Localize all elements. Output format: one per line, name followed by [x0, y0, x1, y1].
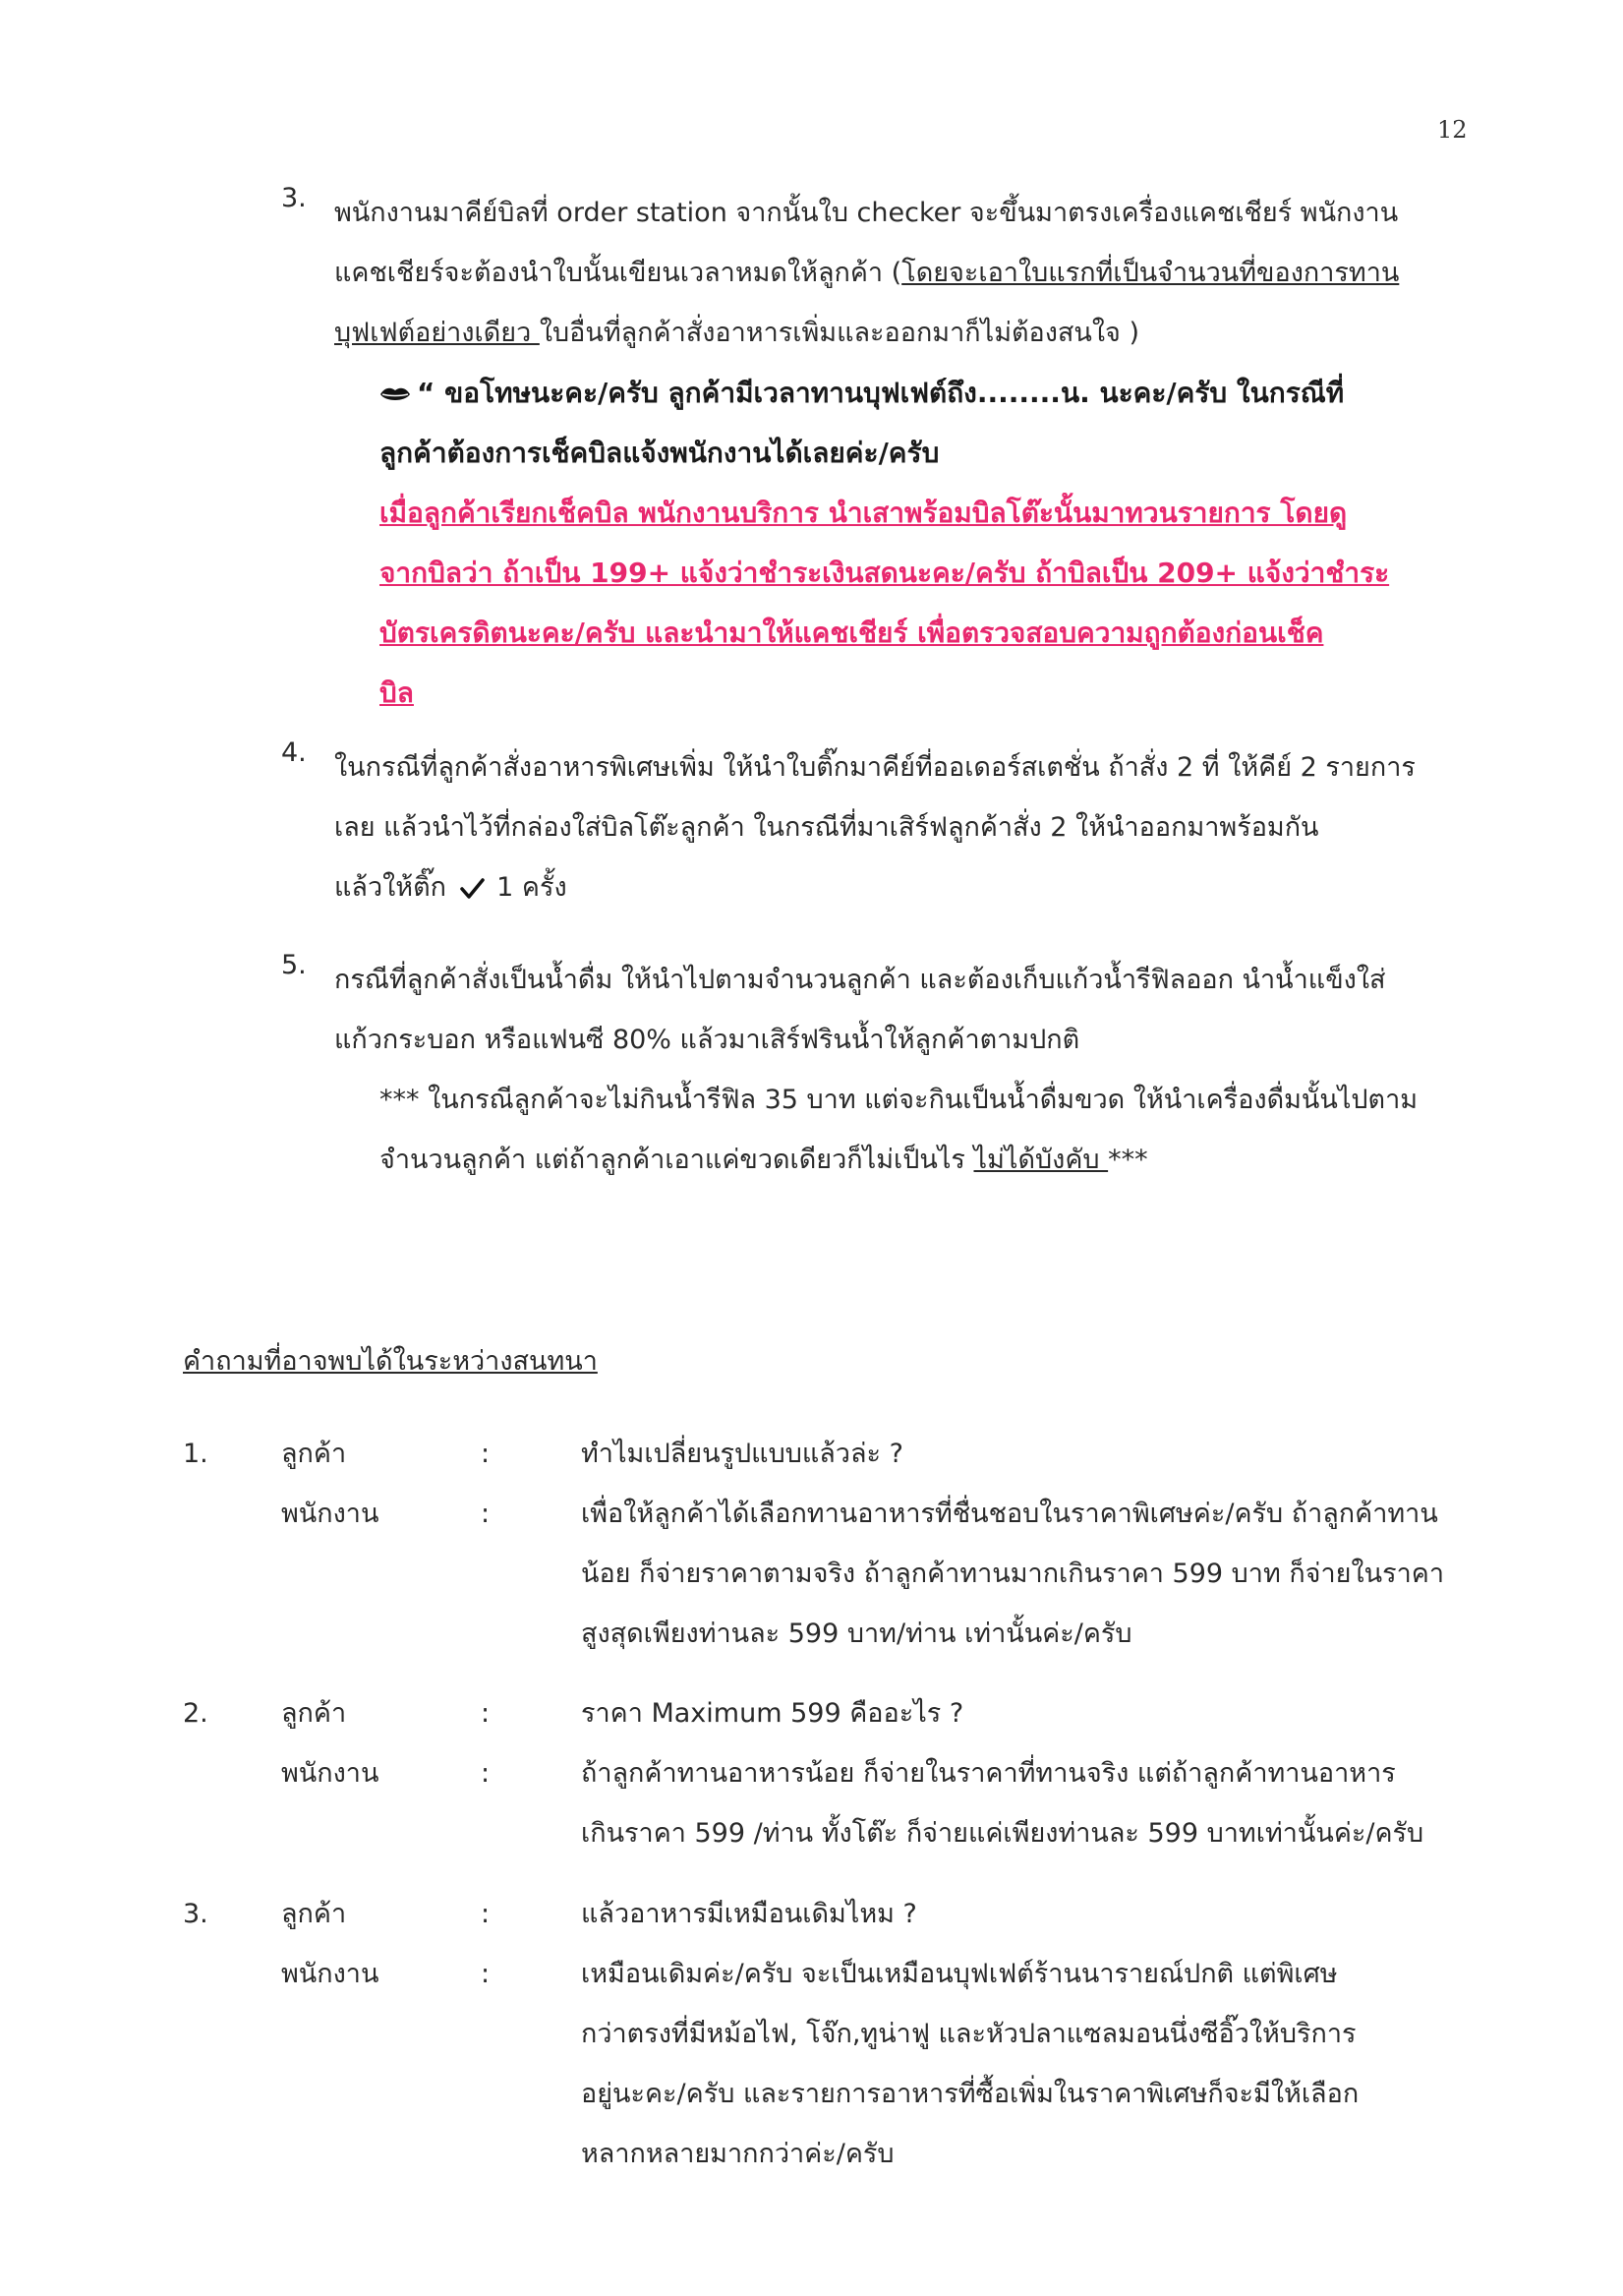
faq-question: ทำไมเปลี่ยนรูปแบบแล้วล่ะ ?	[581, 1439, 903, 1469]
answer-line: เพื่อให้ลูกค้าได้เลือกทานอาหารที่ชื่นชอบในราคาพิเศษค่ะ/ครับ ถ้าลูกค้าทาน	[581, 1499, 1438, 1529]
item-number: 5.	[281, 950, 307, 980]
item-line: เลย แล้วนำไว้ที่กล่องใส่บิลโต๊ะลูกค้า ในกรณีที่มาเสิร์ฟลูกค้าสั่ง 2 ให้นำออกมาพร้อมกัน	[334, 812, 1319, 843]
item-line: แก้วกระบอก หรือแฟนซี 80% แล้วมาเสิร์ฟรินน้ำให้ลูกค้าตามปกติ	[334, 1025, 1080, 1055]
faq-colon: :	[481, 1439, 491, 1469]
script-line: ลูกค้าต้องการเช็คบิลแจ้งพนักงานได้เลยค่ะ/ครับ	[379, 437, 940, 469]
faq-number: 1.	[183, 1439, 208, 1469]
warning-line: เมื่อลูกค้าเรียกเช็คบิล พนักงานบริการ นำเสาพร้อมบิลโต๊ะนั้นมาทวนรายการ โดยดู	[379, 497, 1348, 529]
note-block	[379, 1070, 1480, 1190]
answer-line: น้อย ก็จ่ายราคาตามจริง ถ้าลูกค้าทานมากเกินราคา 599 บาท ก็จ่ายในราคา	[581, 1559, 1445, 1589]
text-segment: ***	[1108, 1145, 1148, 1175]
faq-answer-row	[183, 1484, 1490, 1664]
faq-answer	[581, 1944, 1490, 2184]
answer-line: อยู่นะคะ/ครับ และรายการอาหารที่ซื้อเพิ่มในราคาพิเศษก็จะมีให้เลือก	[581, 2079, 1360, 2109]
note-line: *** ในกรณีลูกค้าจะไม่กินน้ำรีฟิล 35 บาท แต่จะกินเป็นน้ำดื่มขวด ให้นำเครื่องดื่มนั้นไปตาม	[379, 1085, 1419, 1115]
answer-line: ถ้าลูกค้าทานอาหารน้อย ก็จ่ายในราคาที่ทานจริง แต่ถ้าลูกค้าทานอาหาร	[581, 1758, 1396, 1789]
faq-colon: :	[481, 1698, 491, 1729]
faq-question-row	[183, 1683, 1490, 1743]
text-segment: ใบอื่นที่ลูกค้าสั่งอาหารเพิ่มและออกมาก็ไม่ต้องสนใจ )	[539, 318, 1139, 348]
faq-colon: :	[481, 1899, 491, 1929]
script-text: “ ขอโทษนะคะ/ครับ ลูกค้ามีเวลาทานบุฟเฟต์ถึง........น. นะคะ/ครับ ในกรณีที่	[417, 377, 1345, 409]
item-line	[334, 857, 1480, 917]
faq-answer-row	[183, 1743, 1490, 1863]
faq-question: ราคา Maximum 599 คืออะไร ?	[581, 1698, 964, 1729]
underlined-text: ไม่ได้บังคับ	[973, 1145, 1109, 1175]
faq-colon: :	[481, 1959, 491, 1989]
item-line: พนักงานมาคีย์บิลที่ order station จากนั้นใบ checker จะขึ้นมาตรงเครื่องแคชเชียร์ พนักงาน	[334, 198, 1399, 228]
text-segment: จำนวนลูกค้า แต่ถ้าลูกค้าเอาแค่ขวดเดียวก็ไม่เป็นไร	[379, 1145, 974, 1175]
customer-label: ลูกค้า	[281, 1899, 347, 1929]
faq-question: แล้วอาหารมีเหมือนเดิมไหม ?	[581, 1899, 917, 1929]
faq-answer	[581, 1484, 1490, 1664]
faq-item	[183, 1884, 1490, 2184]
underlined-text: บุฟเฟต์อย่างเดียว	[334, 318, 540, 348]
faq-question-row	[183, 1424, 1490, 1484]
staff-label: พนักงาน	[281, 1959, 379, 1989]
item-body	[334, 183, 1480, 363]
script-line	[379, 363, 1480, 423]
answer-line: กว่าตรงที่มีหม้อไฟ, โจ๊ก,ทูน่าฟู และหัวปลาแซลมอนนึ่งซีอิ๊วให้บริการ	[581, 2019, 1357, 2049]
procedure-item-4	[281, 737, 1480, 917]
procedure-item-5	[281, 950, 1480, 1190]
customer-label: ลูกค้า	[281, 1698, 347, 1729]
lips-icon	[379, 385, 411, 403]
item-number: 4.	[281, 737, 307, 768]
faq-question-row	[183, 1884, 1490, 1944]
item-body	[334, 737, 1480, 917]
faq-item	[183, 1683, 1490, 1863]
answer-line: เหมือนเดิมค่ะ/ครับ จะเป็นเหมือนบุฟเฟต์ร้านนารายณ์ปกติ แต่พิเศษ	[581, 1959, 1338, 1989]
faq-number: 2.	[183, 1698, 208, 1729]
item-line: กรณีที่ลูกค้าสั่งเป็นน้ำดื่ม ให้นำไปตามจำนวนลูกค้า และต้องเก็บแก้วน้ำรีฟิลออก นำน้ำแข็งใส่	[334, 965, 1386, 995]
text-segment: แล้วให้ติ๊ก	[334, 872, 446, 903]
service-script	[379, 363, 1480, 723]
faq-colon: :	[481, 1758, 491, 1789]
answer-line: สูงสุดเพียงท่านละ 599 บาท/ท่าน เท่านั้นค่ะ/ครับ	[581, 1619, 1132, 1649]
item-number: 3.	[281, 183, 307, 213]
procedure-item-3	[281, 183, 1480, 723]
answer-line: เกินราคา 599 /ท่าน ทั้งโต๊ะ ก็จ่ายแค่เพียงท่านละ 599 บาทเท่านั้นค่ะ/ครับ	[581, 1818, 1424, 1849]
faq-answer	[581, 1743, 1490, 1863]
item-line	[334, 303, 1480, 363]
warning-line: บัตรเครดิตนะคะ/ครับ และนำมาให้แคชเชียร์ เพื่อตรวจสอบความถูกต้องก่อนเช็ค	[379, 617, 1324, 649]
underlined-text: โดยจะเอาใบแรกที่เป็นจำนวนที่ของการทาน	[901, 258, 1400, 288]
staff-label: พนักงาน	[281, 1499, 379, 1529]
item-line: ในกรณีที่ลูกค้าสั่งอาหารพิเศษเพิ่ม ให้นำใบติ๊กมาคีย์ที่ออเดอร์สเตชั่น ถ้าสั่ง 2 ที่ ให้คีย์ 2 รายการ	[334, 752, 1416, 783]
page-number: 12	[1437, 116, 1468, 144]
faq-title: คำถามที่อาจพบได้ในระหว่างสนทนา	[183, 1346, 598, 1377]
answer-line: หลากหลายมากกว่าค่ะ/ครับ	[581, 2139, 895, 2169]
item-body	[334, 950, 1480, 1070]
item-line	[334, 243, 1480, 303]
staff-label: พนักงาน	[281, 1758, 379, 1789]
customer-label: ลูกค้า	[281, 1439, 347, 1469]
checkmark-icon	[459, 876, 485, 902]
faq-number: 3.	[183, 1899, 208, 1929]
text-segment: แคชเชียร์จะต้องนำใบนั้นเขียนเวลาหมดให้ลูกค้า (	[334, 258, 902, 288]
text-segment: 1 ครั้ง	[496, 872, 567, 903]
faq-colon: :	[481, 1499, 491, 1529]
faq-answer-row	[183, 1944, 1490, 2184]
note-line	[379, 1130, 1480, 1190]
warning-line: บิล	[379, 677, 414, 709]
warning-line: จากบิลว่า ถ้าเป็น 199+ แจ้งว่าชำระเงินสดนะคะ/ครับ ถ้าบิลเป็น 209+ แจ้งว่าชำระ	[379, 557, 1390, 589]
faq-item	[183, 1424, 1490, 1664]
